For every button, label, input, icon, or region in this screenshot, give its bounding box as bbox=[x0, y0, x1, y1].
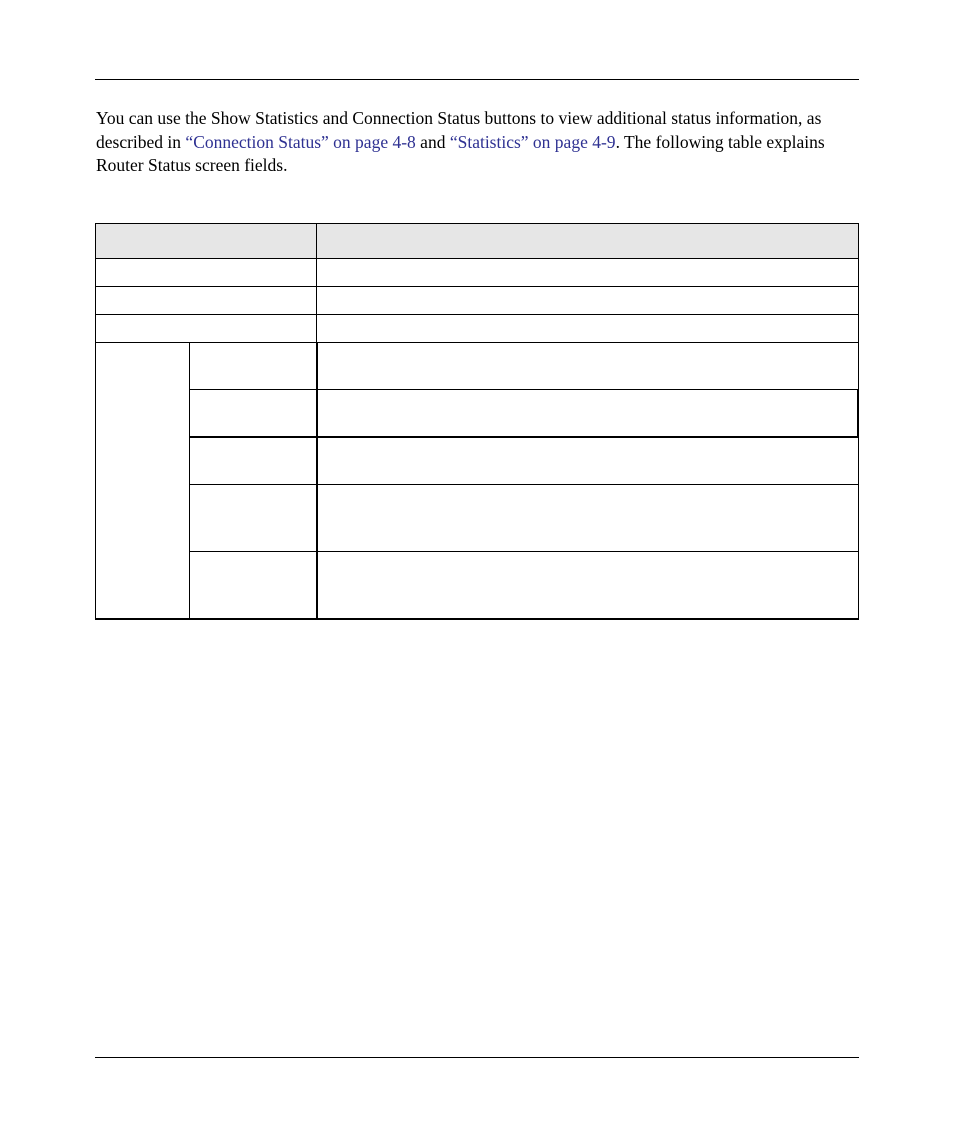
intro-paragraph bbox=[96, 107, 856, 178]
group-item-field bbox=[190, 485, 317, 552]
router-status-fields-table bbox=[95, 223, 859, 620]
group-item-field bbox=[190, 437, 317, 485]
row-field bbox=[96, 315, 317, 343]
group-item-description bbox=[317, 485, 859, 552]
statistics-link[interactable]: “Statistics” on page 4-9 bbox=[449, 131, 616, 152]
group-item-field bbox=[190, 552, 317, 620]
header-field bbox=[96, 224, 317, 259]
group-item-description bbox=[317, 390, 859, 438]
group-item-description bbox=[317, 552, 859, 620]
table-row bbox=[96, 485, 859, 552]
row-description bbox=[317, 259, 859, 287]
intro-text-and: and bbox=[415, 131, 450, 152]
table-row bbox=[96, 315, 859, 343]
intro-text-before: You can use the Show Statistics and Connection Status buttons to view additional status information, as described in bbox=[96, 108, 822, 152]
header-description bbox=[317, 224, 859, 259]
table-row bbox=[96, 552, 859, 620]
group-item-field bbox=[190, 390, 317, 438]
row-field bbox=[96, 287, 317, 315]
row-field bbox=[96, 259, 317, 287]
row-description bbox=[317, 287, 859, 315]
table-row bbox=[96, 259, 859, 287]
group-item-description bbox=[317, 343, 859, 390]
group-item-description bbox=[317, 437, 859, 485]
connection-status-link[interactable]: “Connection Status” on page 4-8 bbox=[185, 131, 416, 152]
group-item-field bbox=[190, 343, 317, 390]
header-rule bbox=[95, 79, 859, 80]
group-label bbox=[96, 343, 190, 620]
table-row bbox=[96, 390, 859, 438]
table-row bbox=[96, 287, 859, 315]
table-header-row bbox=[96, 224, 859, 259]
footer-rule bbox=[95, 1057, 859, 1058]
table-row bbox=[96, 343, 859, 390]
table-row bbox=[96, 437, 859, 485]
row-description bbox=[317, 315, 859, 343]
intro-text-after: . The following table explains Router Status screen fields. bbox=[96, 131, 825, 175]
